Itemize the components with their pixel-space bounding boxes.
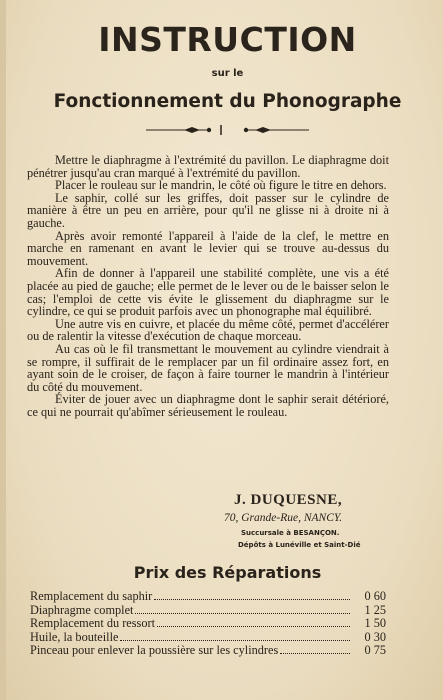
prices-title: Prix des Réparations [133,563,322,582]
page-title: INSTRUCTION [98,20,357,59]
instruction-paragraph: Au cas où le fil transmettant le mouvement au cylindre viendrait à se rompre, il suffirait de le remplacer par un fil ordinaire assez fort, en ayant soin de le croiser, de façon à faire tourner le mandrin à l'intérieur du côté du mouvement. [27,341,389,394]
title-connector: sur le [211,68,244,79]
instruction-paragraph: Éviter de jouer avec un diaphragme dont le saphir serait détérioré, ce qui ne pourrait qu'abîmer sérieusement le rouleau. [27,392,389,419]
instruction-paragraph: Mettre le diaphragme à l'extrémité du pavillon. Le diaphragme doit pénétrer jusqu'au cran marqué à l'extrémité du pavillon. [27,153,389,180]
leader-dots [135,604,350,614]
leader-dots [120,631,350,641]
instruction-paragraph: Une autre vis en cuivre, et placée du même côté, permet d'accélérer ou de ralentir la vitesse d'exécution de chaque morceau. [27,316,389,344]
instruction-paragraph: Afin de donner à l'appareil une stabilité complète, une vis a été placée au pied de gauche; elle permet de le lever ou de le baisser selon le cas; l'emploi de cette vis évite le glissement du diaphragme sur le cylindre, ce qui se produit parfois avec un phonographe mal équilibré. [27,266,389,319]
price-row [30,631,386,645]
price-label: Remplacement du saphir [30,589,153,603]
price-value: 1 25 [364,602,386,617]
price-label: Pinceau pour enlever la poussière sur les cylindres [30,643,279,658]
signature-depots: Dépôts à Lunéville et Saint-Dié [238,541,361,549]
instruction-body [27,154,389,418]
price-list [30,590,386,658]
signature-name: J. DUQUESNE, [234,492,343,508]
price-value: 0 75 [364,643,386,658]
price-label: Remplacement du ressort [30,616,155,631]
leader-dots [157,617,350,627]
instruction-paragraph: Après avoir remonté l'appareil à l'aide de la clef, le mettre en marche en ramenant en avant le levier qui se trouve au-dessus du mouvement. [27,228,389,268]
leader-dots [280,644,350,654]
price-value: 0 30 [364,629,386,644]
signature-branch: Succursale à BESANÇON. [241,529,340,537]
price-value: 0 60 [364,589,386,603]
price-value: 1 50 [364,616,386,631]
ornament-divider-icon [6,122,443,138]
price-label: Huile, la bouteille [30,629,119,644]
signature-address: 70, Grande-Rue, NANCY. [224,512,343,524]
page-subtitle: Fonctionnement du Phonographe [53,91,402,112]
price-row [30,644,386,658]
instruction-paragraph: Le saphir, collé sur les griffes, doit passer sur le cylindre de manière à être un peu en arrière, pour qu'il ne glisse ni à droite ni à gauche. [27,190,389,230]
price-row [30,617,386,631]
leader-dots [154,590,350,600]
instruction-paragraph: Placer le rouleau sur le mandrin, le côté où figure le titre en dehors. [55,178,387,193]
price-label: Diaphragme complet [30,602,134,617]
price-row [30,590,386,604]
price-row [30,604,386,618]
